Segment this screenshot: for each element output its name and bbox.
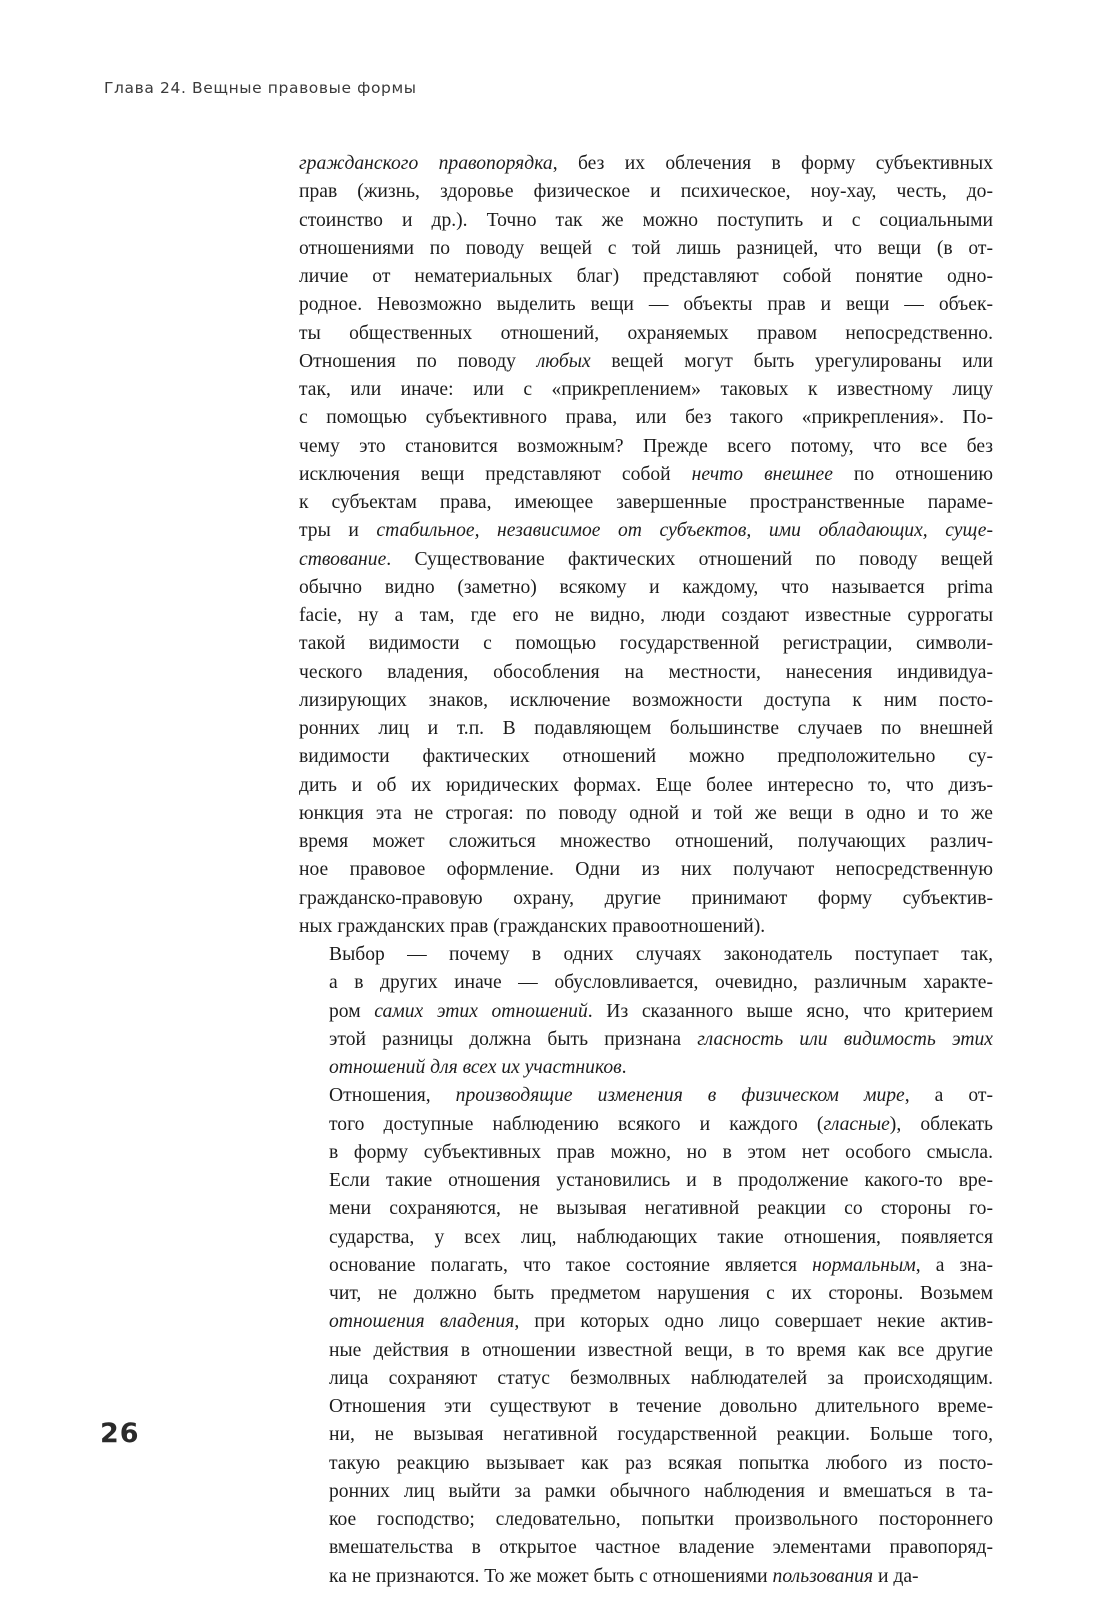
text-run: ных гражданских прав (гражданских правоотношений). [299, 915, 766, 937]
text-run: , а от- [904, 1085, 993, 1107]
italic-text: нормальным [812, 1254, 916, 1276]
text-line [299, 913, 993, 941]
text-run: ром [329, 1000, 375, 1022]
text-line [299, 1478, 993, 1506]
text-line [299, 178, 993, 206]
italic-text: любых [536, 350, 591, 372]
italic-text: самих этих отношений [374, 1000, 588, 1022]
text-run: ческого владения, обособления на местности, нанесения индивидуа- [299, 661, 993, 683]
italic-text: отношения владения [329, 1311, 515, 1333]
text-run: время может сложиться множество отношений, получающих различ- [299, 831, 993, 852]
text-line [299, 772, 993, 800]
text-run: facie, ну а там, где его не видно, люди создают известные суррогаты [299, 605, 993, 626]
text-run: такой видимости с помощью государственной регистрации, символи- [299, 633, 993, 655]
text-line [299, 348, 993, 376]
text-line [299, 320, 993, 348]
text-run: исключения вещи представляют собой [299, 463, 692, 485]
text-line [299, 659, 993, 687]
text-line [299, 263, 993, 291]
text-run: . [621, 1057, 627, 1078]
text-line [299, 1252, 993, 1280]
text-line [299, 1082, 993, 1110]
text-line [299, 1280, 993, 1308]
text-line [299, 433, 993, 461]
italic-text: стабильное, независимое от субъектов, ими обладающих, суще- [376, 520, 993, 542]
text-run: так, или иначе: или с «прикреплением» таковых к известному лицу [299, 379, 993, 400]
text-run: видимости фактических отношений можно предположительно су- [299, 746, 993, 768]
text-line [299, 1393, 993, 1421]
text-line [299, 1139, 993, 1167]
text-line [299, 941, 993, 969]
text-line [299, 828, 993, 856]
text-run: с помощью субъективного права, или без такого «прикрепления». По- [299, 407, 993, 429]
text-run: Если такие отношения установились и в продолжение какого-то вре- [329, 1170, 993, 1191]
text-run: родное. Невозможно выделить вещи — объекты прав и вещи — объек- [299, 294, 993, 316]
text-line [299, 715, 993, 743]
text-line [299, 376, 993, 404]
text-run: сударства, у всех лиц, наблюдающих такие отношения, появляется [329, 1226, 993, 1248]
text-line [299, 1337, 993, 1365]
text-line [299, 461, 993, 489]
text-run: Отношения эти существуют в течение довольно длительного време- [329, 1396, 993, 1417]
text-run: в форму субъективных прав можно, но в этом нет особого смысла. [329, 1141, 993, 1163]
italic-text: гражданского правопорядка [299, 153, 553, 174]
text-run: а в других иначе — обусловливается, очевидно, различным характе- [329, 972, 993, 994]
text-line [299, 235, 993, 263]
text-run: . Существование фактических отношений по поводу вещей [386, 548, 993, 570]
italic-text: ствование [299, 548, 387, 570]
text-line [299, 207, 993, 235]
paragraph [299, 941, 993, 1082]
text-run: того доступные наблюдению всякого и каждого ( [329, 1113, 824, 1135]
text-run: дить и об их юридических формах. Еще более интересно то, что дизъ- [299, 774, 993, 796]
text-line [299, 489, 993, 517]
text-run: мени сохраняются, не вызывая негативной реакции со стороны го- [329, 1198, 993, 1220]
text-line [299, 1195, 993, 1223]
text-run: вмешательства в открытое частное владение элементами правопоряд- [329, 1537, 993, 1559]
text-line [299, 574, 993, 602]
text-run: кое господство; следовательно, попытки произвольного постороннего [329, 1509, 993, 1530]
text-run: тры и [299, 520, 377, 542]
text-run: ное правовое оформление. Одни из них получают непосредственную [299, 859, 993, 881]
text-line [299, 1111, 993, 1139]
body-text [299, 150, 993, 1591]
text-run: чит, не должно быть предметом нарушения с их стороны. Возьмем [329, 1283, 993, 1304]
text-run: личие от нематериальных благ) представляют собой понятие одно- [299, 266, 993, 287]
text-run: , без их облечения в форму субъективных [552, 153, 993, 174]
text-run: , при которых одно лицо совершает некие актив- [514, 1311, 993, 1333]
page-number: 26 [100, 1418, 140, 1449]
text-line [299, 546, 993, 574]
text-line [299, 856, 993, 884]
text-line [299, 1365, 993, 1393]
text-line [299, 1054, 993, 1082]
text-run: ронних лиц и т.п. В подавляющем большинстве случаев по внешней [299, 718, 993, 739]
text-line [299, 1506, 993, 1534]
text-run: основание полагать, что такое состояние является [329, 1254, 813, 1276]
text-run: ), облекать [889, 1113, 993, 1135]
text-run: юнкция эта не строгая: по поводу одной и той же вещи в одно и то же [299, 802, 993, 824]
text-line [299, 1026, 993, 1054]
italic-text: отношений для всех их участников [329, 1057, 622, 1078]
text-line [299, 404, 993, 432]
italic-text: гласные [823, 1113, 890, 1135]
text-run: лизирующих знаков, исключение возможности доступа к ним посто- [299, 689, 993, 711]
paragraph [299, 150, 993, 941]
text-line [299, 1563, 993, 1591]
text-run: , а зна- [915, 1254, 994, 1276]
text-line [299, 291, 993, 319]
text-run: ронних лиц выйти за рамки обычного наблюдения и вмешаться в та- [329, 1480, 993, 1502]
text-run: такую реакцию вызывает как раз всякая попытка любого из посто- [329, 1452, 993, 1474]
text-line [299, 1224, 993, 1252]
text-run: чему это становится возможным? Прежде всего потому, что все без [299, 435, 993, 457]
text-run: по отношению [832, 463, 993, 485]
running-header: Глава 24. Вещные правовые формы [104, 79, 417, 97]
text-run: Отношения, [329, 1085, 456, 1107]
text-run: отношениями по поводу вещей с той лишь разницей, что вещи (в от- [299, 237, 993, 259]
text-run: ты общественных отношений, охраняемых правом непосредственно. [299, 322, 993, 344]
text-run: ка не признаются. То же может быть с отношениями [329, 1565, 773, 1587]
text-run: обычно видно (заметно) всякому и каждому, что называется prima [299, 576, 993, 598]
text-line [299, 517, 993, 545]
text-line [299, 630, 993, 658]
text-line [299, 1167, 993, 1195]
text-line [299, 1534, 993, 1562]
italic-text: производящие изменения в физическом мире [455, 1085, 905, 1107]
text-line [299, 1308, 993, 1336]
text-line [299, 687, 993, 715]
italic-text: гласность или видимость этих [697, 1028, 994, 1050]
text-line [299, 150, 993, 178]
italic-text: пользования [772, 1565, 874, 1587]
text-run: ные действия в отношении известной вещи, в то время как все другие [329, 1339, 993, 1361]
paragraph [299, 1082, 993, 1591]
text-line [299, 1421, 993, 1449]
text-run: прав (жизнь, здоровье физическое и психическое, ноу-хау, честь, до- [299, 181, 993, 203]
text-line [299, 602, 993, 630]
text-run: гражданско-правовую охрану, другие принимают форму субъектив- [299, 887, 993, 909]
text-run: . Из сказанного выше ясно, что критерием [587, 1000, 993, 1022]
text-line [299, 800, 993, 828]
text-run: и да- [873, 1565, 919, 1587]
text-line [299, 743, 993, 771]
text-run: ни, не вызывая негативной государственной реакции. Больше того, [329, 1424, 993, 1446]
text-line [299, 969, 993, 997]
text-line [299, 998, 993, 1026]
text-run: Выбор — почему в одних случаях законодатель поступает так, [329, 944, 993, 965]
italic-text: нечто внешнее [691, 463, 833, 485]
text-run: лица сохраняют статус безмолвных наблюдателей за происходящим. [329, 1367, 993, 1389]
text-line [299, 885, 993, 913]
text-run: Отношения по поводу [299, 350, 537, 372]
text-run: вещей могут быть урегулированы или [590, 350, 994, 372]
text-run: стоинство и др.). Точно так же можно поступить и с социальными [299, 209, 993, 231]
text-run: этой разницы должна быть признана [329, 1028, 698, 1050]
text-run: к субъектам права, имеющее завершенные пространственные параме- [299, 492, 993, 513]
text-line [299, 1450, 993, 1478]
